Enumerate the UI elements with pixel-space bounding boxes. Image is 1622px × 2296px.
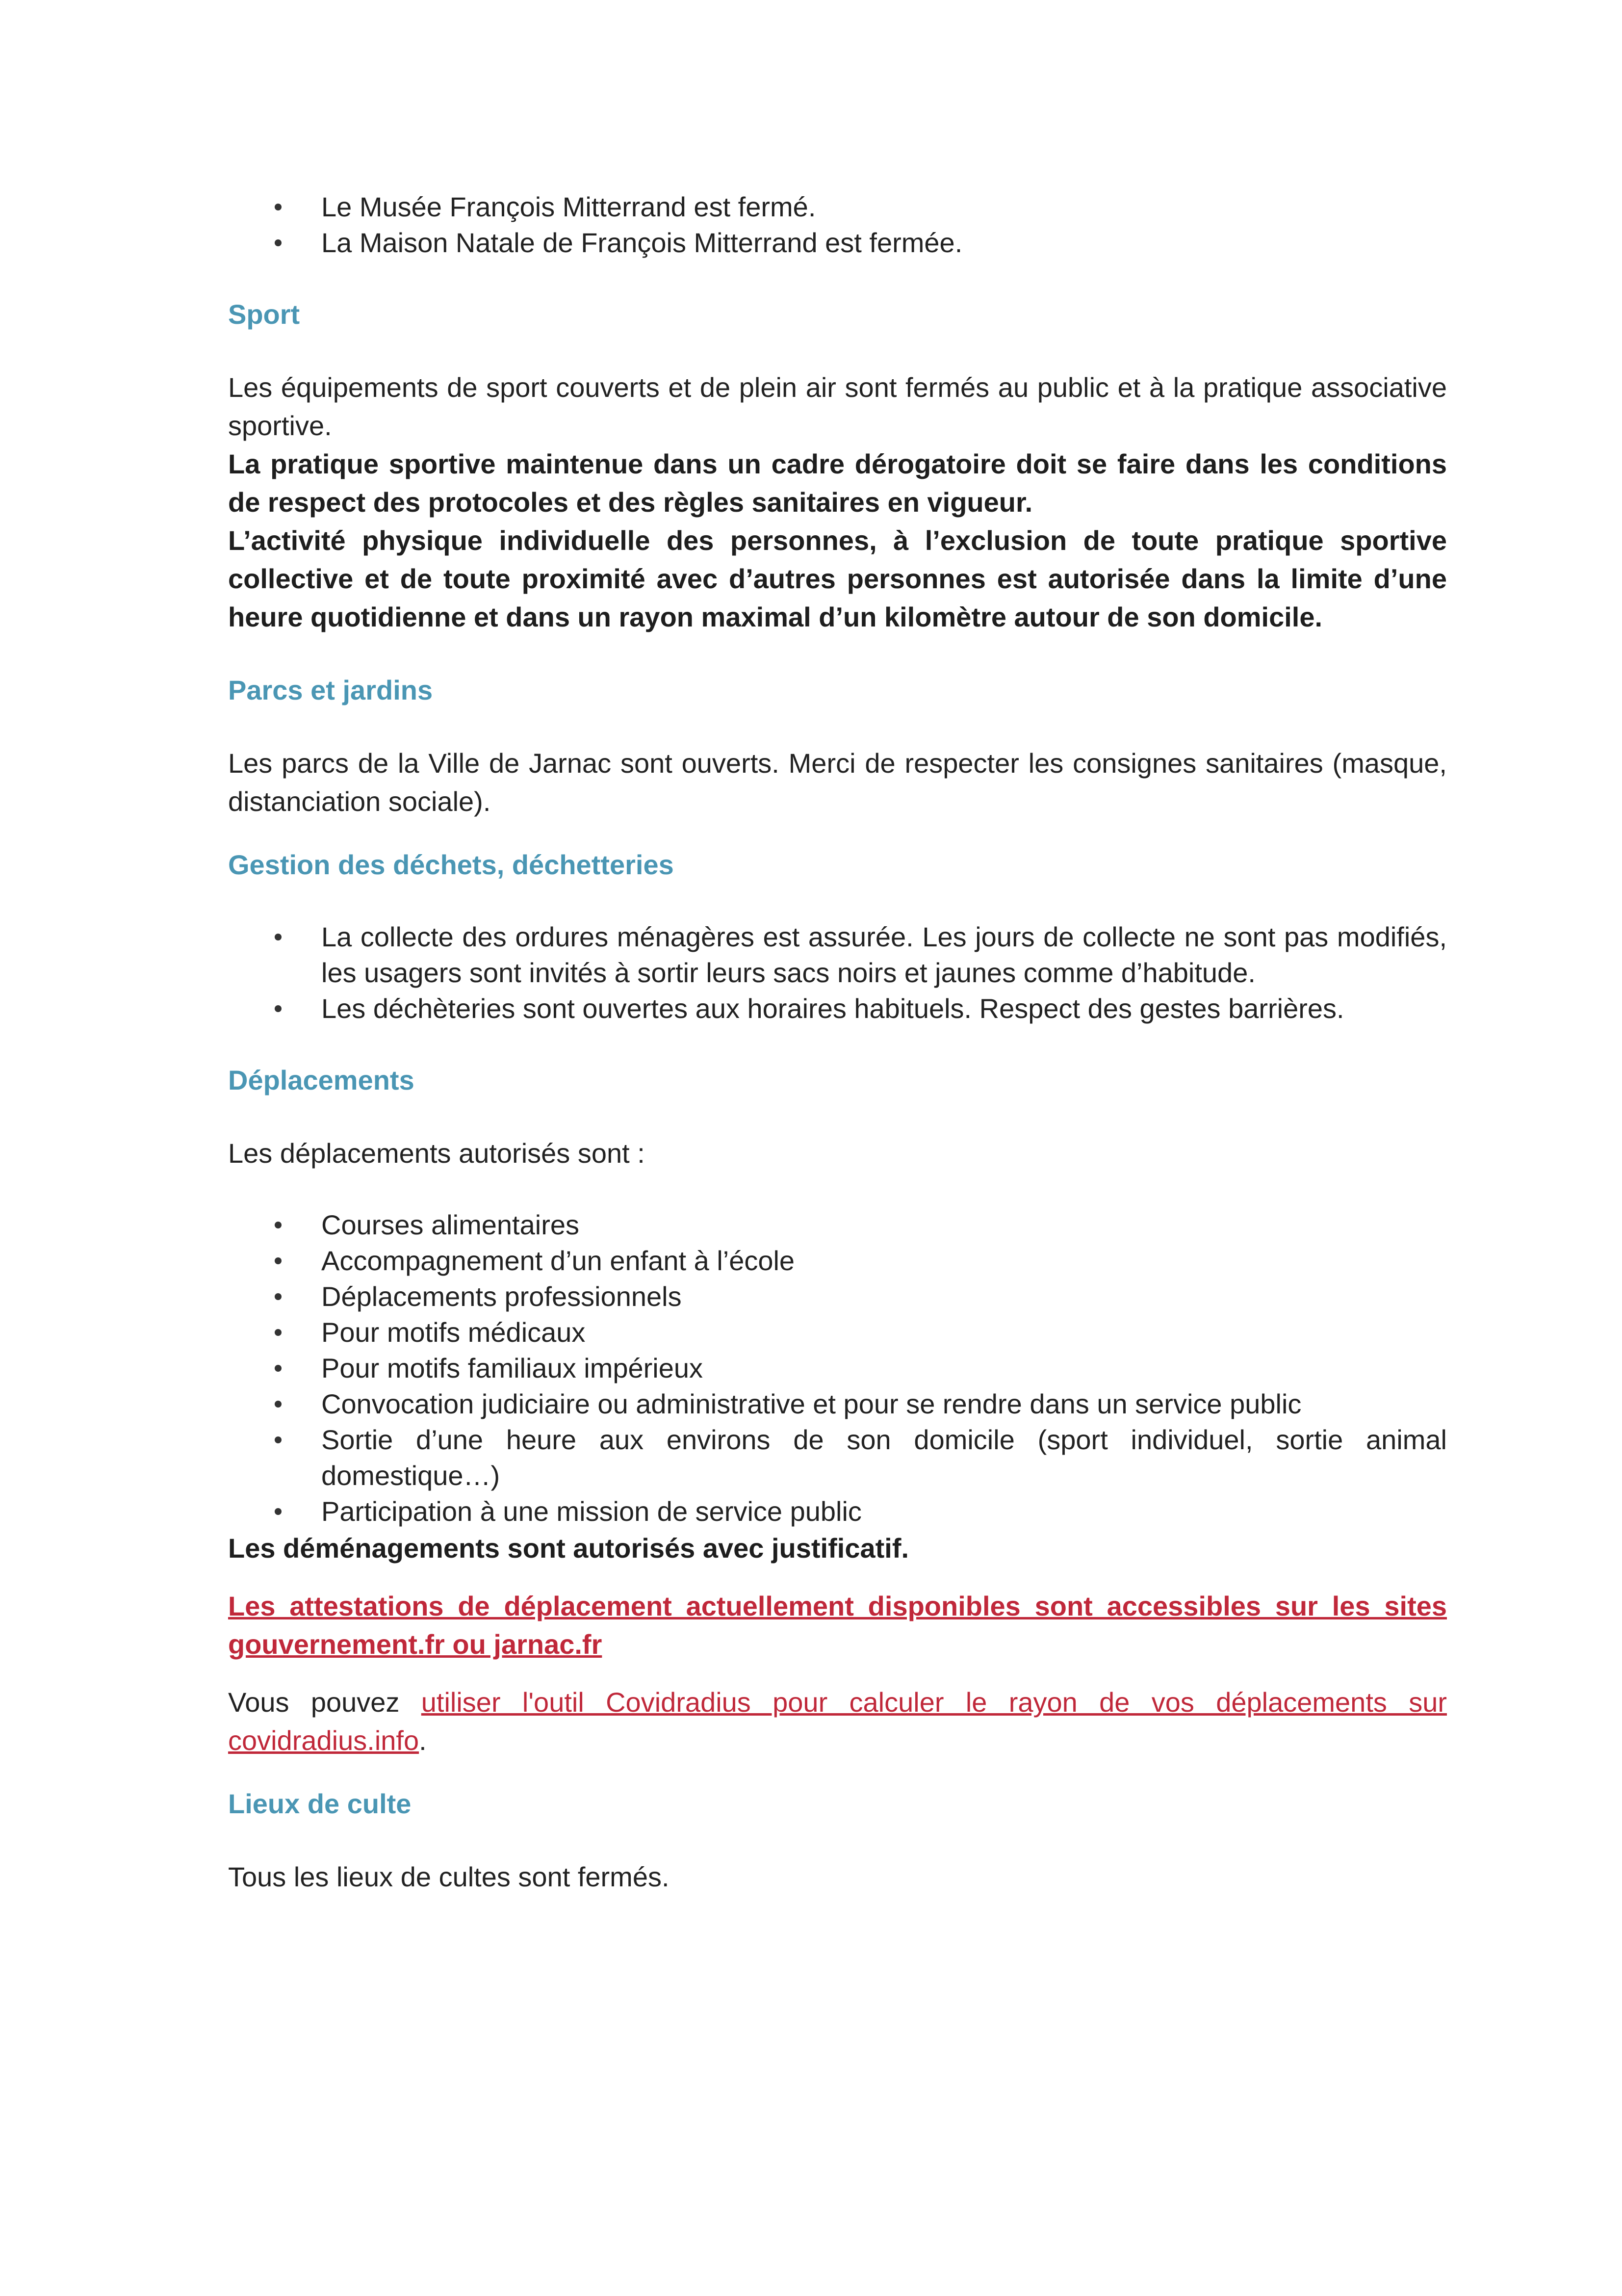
sport-paragraph-2: La pratique sportive maintenue dans un cadre dérogatoire doit se faire dans les conditions de respect des protocoles et des règles sanitaires en vigueur.: [228, 448, 1447, 518]
section-title-parcs: Parcs et jardins: [228, 675, 433, 705]
bullet-icon: [275, 1222, 282, 1228]
bullet-icon: [275, 1257, 282, 1264]
covidradius-paragraph: Vous pouvez utiliser l'outil Covidradius pour calculer le rayon de vos déplacements sur covidradius.info.: [228, 1687, 1447, 1756]
list-item: Participation à une mission de service public: [228, 1493, 1447, 1529]
dechets-bullet-list: [228, 919, 1447, 1026]
bullet-icon: [275, 1401, 282, 1408]
deplacements-intro: Les déplacements autorisés sont :: [228, 1138, 645, 1169]
culte-paragraph: Tous les lieux de cultes sont fermés.: [228, 1861, 669, 1892]
bullet-icon: [275, 204, 282, 210]
demenagement-note: Les déménagements sont autorisés avec justificatif.: [228, 1533, 909, 1564]
attestations-link[interactable]: Les attestations de déplacement actuellement disponibles sont accessibles sur les sites gouvernement.fr ou jarnac.fr: [228, 1591, 1447, 1660]
list-item: Pour motifs familiaux impérieux: [228, 1350, 1447, 1386]
bullet-icon: [275, 1329, 282, 1336]
list-item: Pour motifs médicaux: [228, 1314, 1447, 1350]
document-content: [228, 189, 1447, 1896]
list-item: Sortie d’une heure aux environs de son domicile (sport individuel, sortie animal domestique…): [228, 1422, 1447, 1493]
parcs-paragraph: Les parcs de la Ville de Jarnac sont ouverts. Merci de respecter les consignes sanitaires (masque, distanciation sociale).: [228, 748, 1447, 817]
bullet-icon: [275, 1293, 282, 1300]
bullet-icon: [275, 239, 282, 246]
bullet-icon: [275, 934, 282, 940]
list-item: Le Musée François Mitterrand est fermé.: [228, 189, 1447, 225]
sport-paragraph-1: Les équipements de sport couverts et de plein air sont fermés au public et à la pratique associative sportive.: [228, 372, 1447, 441]
list-item: La collecte des ordures ménagères est assurée. Les jours de collecte ne sont pas modifiés, les usagers sont invités à sortir leurs sacs noirs et jaunes comme d’habitude.: [228, 919, 1447, 991]
sport-paragraph-3: L’activité physique individuelle des personnes, à l’exclusion de toute pratique sportive collective et de toute proximité avec d’autres personnes est autorisée dans la limite d’une heure quotidienne et dans un rayon maximal d’un kilomètre autour de son domicile.: [228, 525, 1447, 632]
bullet-icon: [275, 1436, 282, 1443]
covidradius-link[interactable]: utiliser l'outil Covidradius pour calculer le rayon de vos déplacements sur covidradius.info: [228, 1687, 1447, 1756]
list-item: Les déchèteries sont ouvertes aux horaires habituels. Respect des gestes barrières.: [228, 991, 1447, 1026]
deplacements-bullet-list: [228, 1207, 1447, 1529]
list-item: Accompagnement d’un enfant à l’école: [228, 1243, 1447, 1278]
bullet-icon: [275, 1365, 282, 1372]
bullet-icon: [275, 1508, 282, 1515]
section-title-deplacements: Déplacements: [228, 1065, 414, 1096]
list-item: La Maison Natale de François Mitterrand est fermée.: [228, 225, 1447, 261]
list-item: Courses alimentaires: [228, 1207, 1447, 1243]
list-item: Convocation judiciaire ou administrative et pour se rendre dans un service public: [228, 1386, 1447, 1422]
section-title-culte: Lieux de culte: [228, 1788, 412, 1819]
list-item: Déplacements professionnels: [228, 1278, 1447, 1314]
section-title-sport: Sport: [228, 299, 300, 330]
bullet-icon: [275, 1005, 282, 1012]
intro-bullet-list: [228, 189, 1447, 261]
section-title-dechets: Gestion des déchets, déchetteries: [228, 849, 674, 880]
